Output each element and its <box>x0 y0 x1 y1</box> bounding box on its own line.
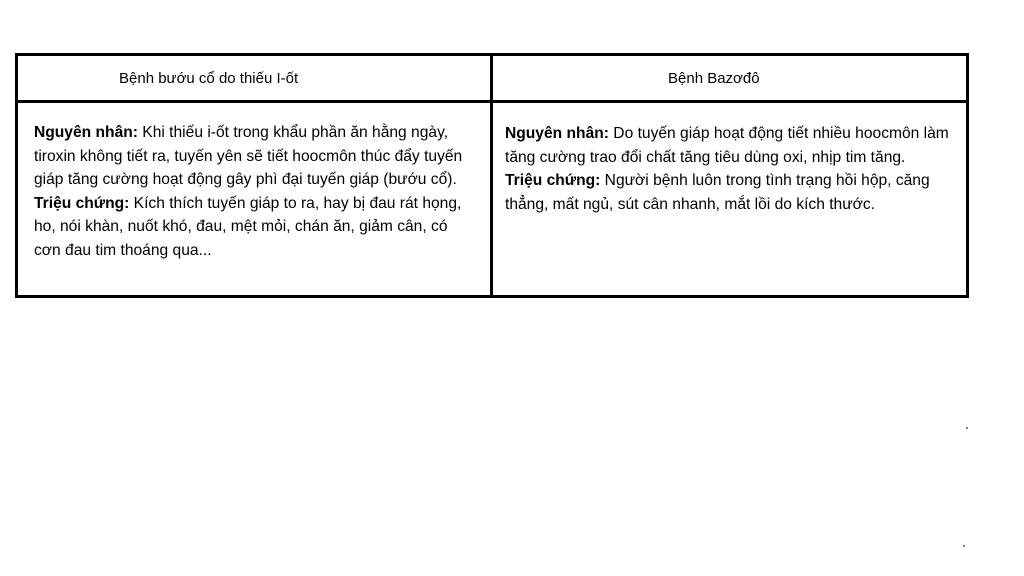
cell-basedow-details <box>505 122 960 216</box>
stray-dot <box>963 545 965 547</box>
goiter-cause-text: Khi thiếu i-ốt trong khẩu phần ăn hằng ngày, tiroxin không tiết ra, tuyến yên sẽ tiết hoocmôn thúc đẩy tuyến giáp tăng cường hoạt động gây phì đại tuyến giáp (bướu cổ). <box>34 124 463 188</box>
basedow-symptom-text: Người bệnh luôn trong tình trạng hồi hộp, căng thẳng, mất ngủ, sút cân nhanh, mắt lồi do kích thước. <box>505 172 930 213</box>
goiter-cause-paragraph <box>34 121 474 192</box>
header-basedow-disease: Bệnh Bazơđô <box>668 69 760 87</box>
basedow-cause-paragraph <box>505 122 960 169</box>
goiter-symptom-label: Triệu chứng: <box>34 194 130 212</box>
cell-goiter-details <box>34 121 474 262</box>
header-goiter-iodine-deficiency: Bệnh bướu cổ do thiếu I-ốt <box>119 69 299 87</box>
comparison-table <box>15 53 969 298</box>
goiter-symptom-text: Kích thích tuyến giáp to ra, hay bị đau rát họng, ho, nói khàn, nuốt khó, đau, mệt mỏi, chán ăn, giảm cân, có cơn đau tim thoáng qua... <box>34 194 462 259</box>
header-divider <box>18 100 966 103</box>
goiter-cause-label: Nguyên nhân: <box>34 124 138 141</box>
basedow-symptom-paragraph <box>505 169 960 216</box>
basedow-cause-label: Nguyên nhân: <box>505 125 609 142</box>
column-divider <box>490 56 493 295</box>
basedow-cause-text: Do tuyến giáp hoạt động tiết nhiều hoocmôn làm tăng cường trao đổi chất tăng tiêu dùng oxi, nhịp tim tăng. <box>505 125 949 166</box>
stray-dot <box>966 427 968 429</box>
goiter-symptom-paragraph <box>34 192 474 263</box>
basedow-symptom-label: Triệu chứng: <box>505 172 601 189</box>
